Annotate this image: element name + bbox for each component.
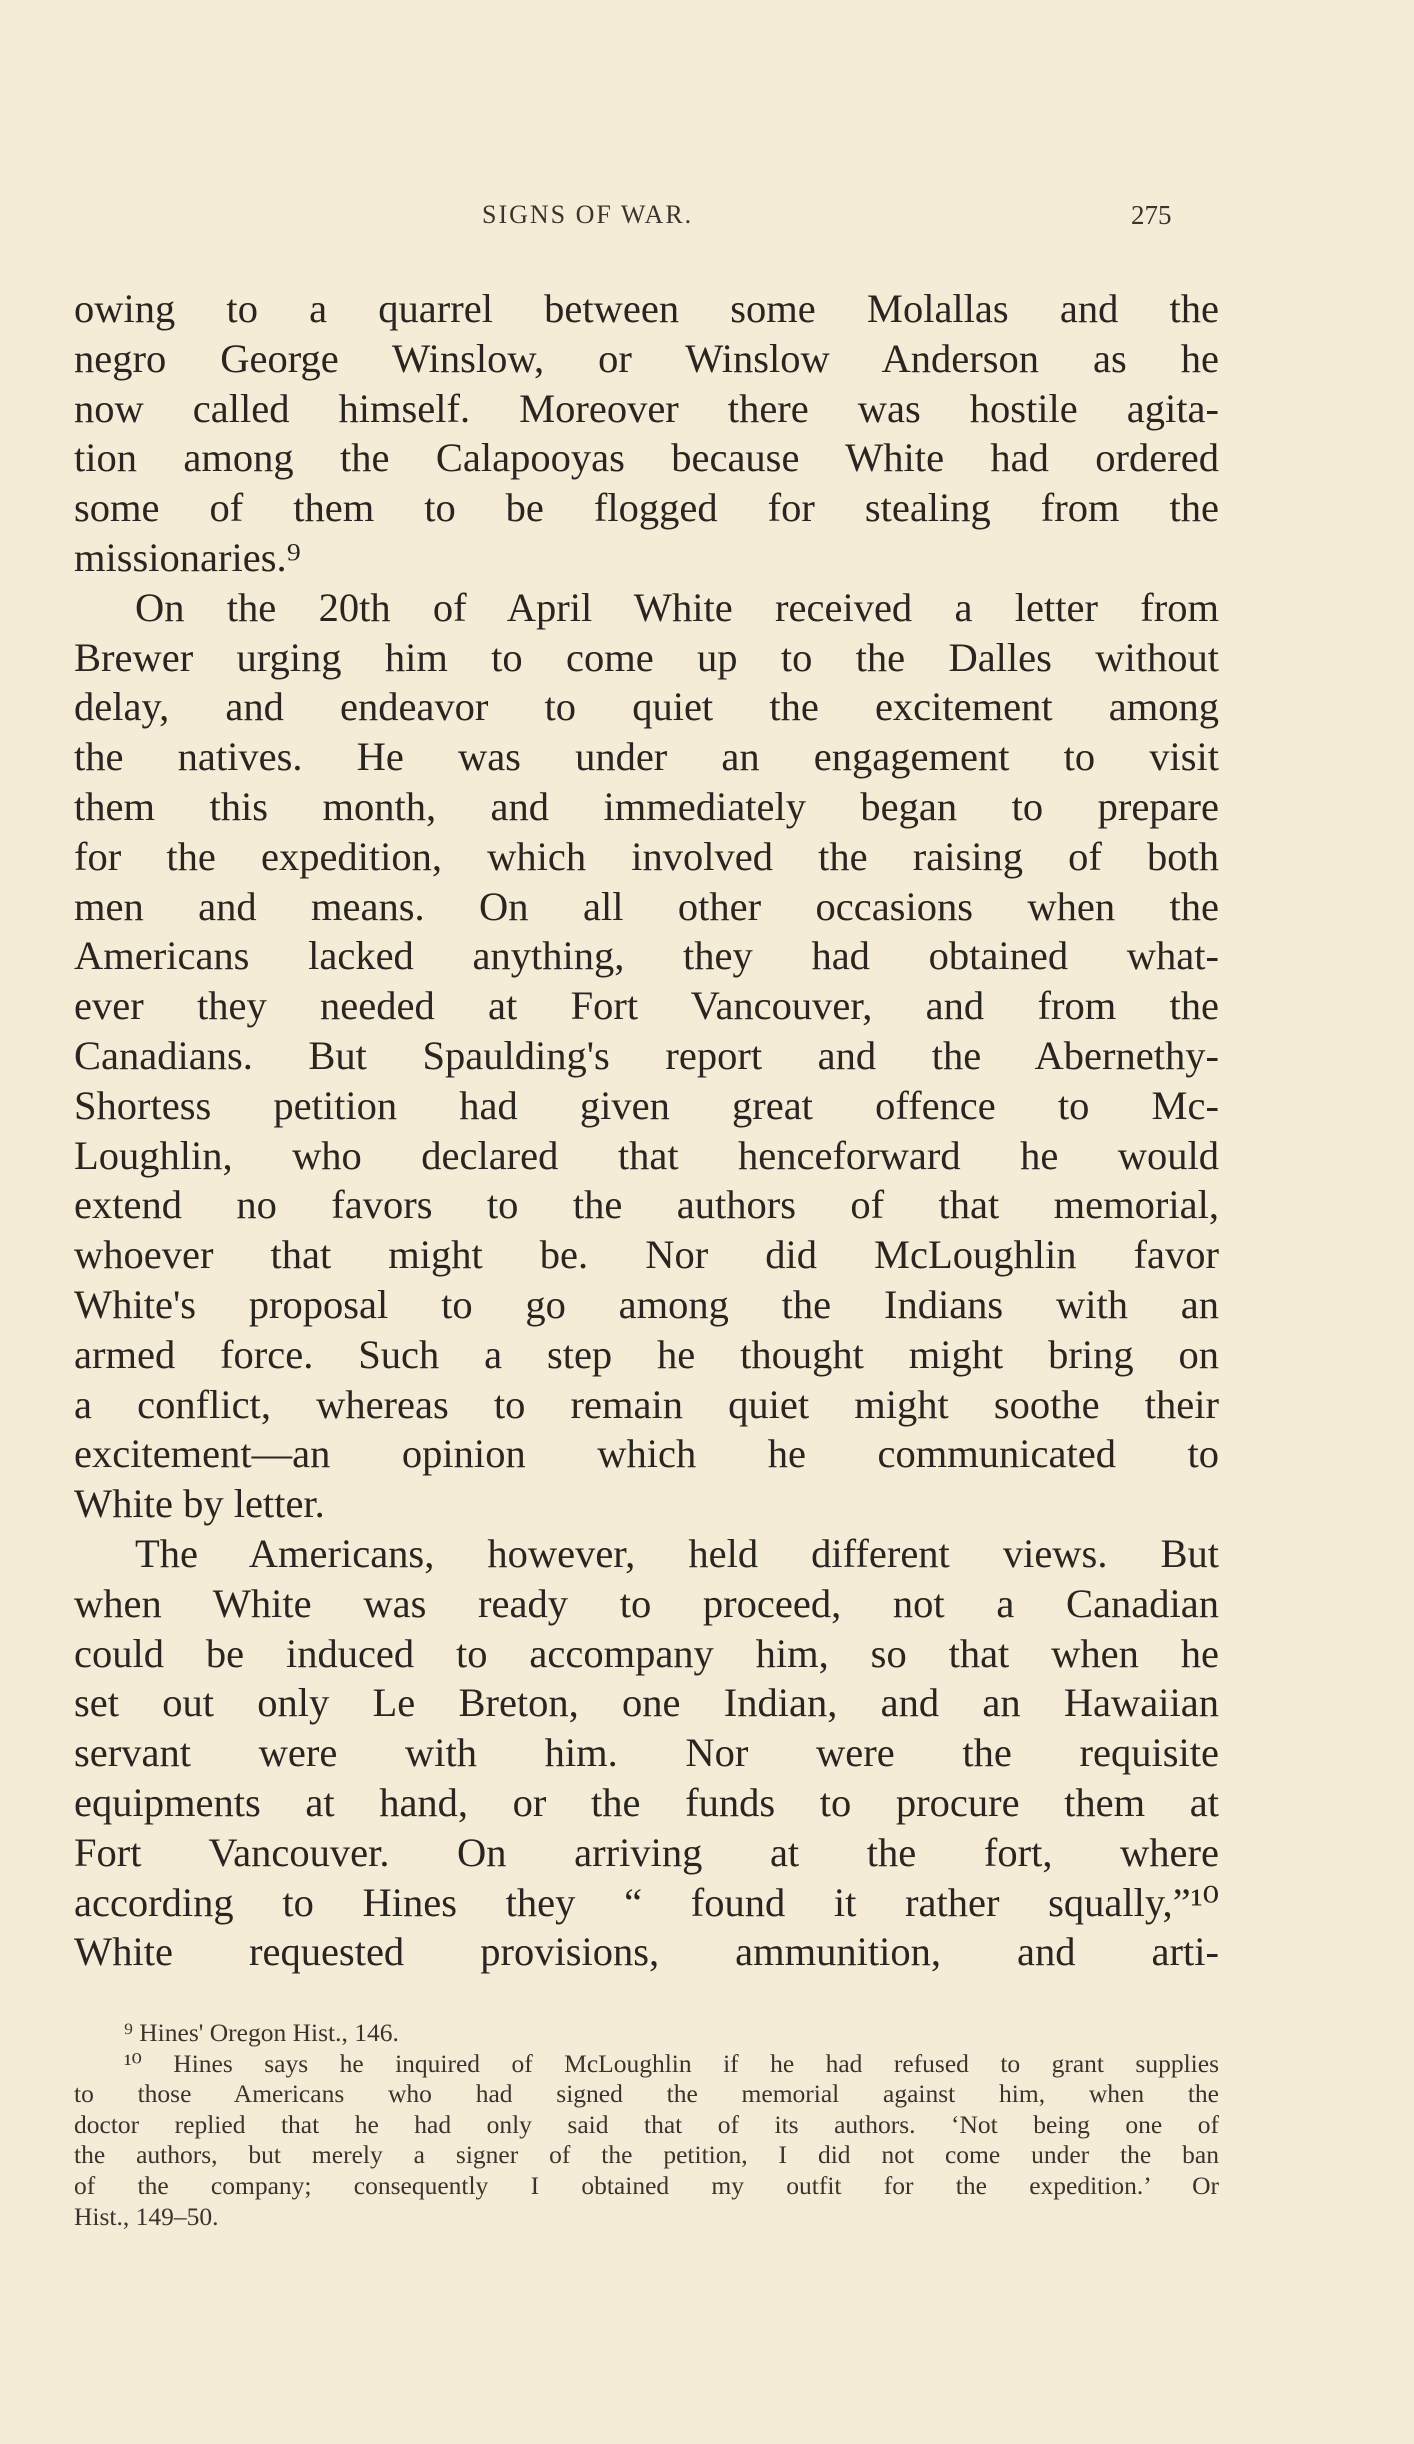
body-line: tion among the Calapooyas because White had ordered: [74, 435, 1219, 481]
body-line: missionaries.⁹: [74, 534, 301, 580]
page-number: 275: [1131, 200, 1172, 230]
body-line: a conflict, whereas to remain quiet might soothe their: [74, 1381, 1219, 1427]
body-line: according to Hines they “ found it rather squally,”¹⁰: [74, 1879, 1219, 1925]
footnote-line: doctor replied that he had only said that of its authors. ‘Not being one of: [74, 2109, 1219, 2139]
body-line: Americans lacked anything, they had obtained what-: [74, 933, 1219, 979]
body-text: [74, 284, 1219, 1977]
body-line: extend no favors to the authors of that memorial,: [74, 1182, 1219, 1228]
body-line: some of them to be flogged for stealing from the: [74, 485, 1219, 531]
body-line: them this month, and immediately began to prepare: [74, 783, 1219, 829]
page-header: [0, 200, 1414, 240]
body-line: now called himself. Moreover there was hostile agita-: [74, 385, 1219, 431]
body-line: White requested provisions, ammunition, and arti-: [74, 1929, 1219, 1975]
body-line: Canadians. But Spaulding's report and the Abernethy-: [74, 1032, 1219, 1078]
footnote-line: ⁹ Hines' Oregon Hist., 146.: [124, 2018, 399, 2047]
body-line: armed force. Such a step he thought might bring on: [74, 1331, 1219, 1377]
body-line: negro George Winslow, or Winslow Anderson as he: [74, 335, 1219, 381]
footnote-line: the authors, but merely a signer of the petition, I did not come under the ban: [74, 2140, 1219, 2170]
footnote-line: to those Americans who had signed the memorial against him, when the: [74, 2079, 1219, 2109]
body-line: ever they needed at Fort Vancouver, and from the: [74, 983, 1219, 1029]
running-title: SIGNS OF WAR.: [482, 200, 694, 229]
body-line: owing to a quarrel between some Molallas and the: [74, 286, 1219, 331]
body-line: when White was ready to proceed, not a Canadian: [74, 1580, 1219, 1626]
body-line: Loughlin, who declared that henceforward he would: [74, 1132, 1219, 1178]
body-line: men and means. On all other occasions when the: [74, 883, 1219, 929]
body-line: delay, and endeavor to quiet the excitement among: [74, 684, 1219, 730]
body-line: White by letter.: [74, 1481, 325, 1527]
footnotes: [74, 2018, 1219, 2232]
footnote-line: Hist., 149–50.: [74, 2201, 219, 2231]
body-line: Fort Vancouver. On arriving at the fort, where: [74, 1829, 1219, 1875]
body-line: White's proposal to go among the Indians with an: [74, 1281, 1219, 1327]
body-line: Shortess petition had given great offence to Mc-: [74, 1082, 1219, 1128]
body-line: equipments at hand, or the funds to procure them at: [74, 1779, 1219, 1825]
footnote-line: of the company; consequently I obtained my outfit for the expedition.’ Or: [74, 2170, 1219, 2200]
body-line: On the 20th of April White received a letter from: [135, 584, 1219, 630]
body-line: whoever that might be. Nor did McLoughlin favor: [74, 1232, 1219, 1278]
body-line: excitement—an opinion which he communicated to: [74, 1431, 1219, 1477]
body-line: for the expedition, which involved the raising of both: [74, 833, 1219, 879]
body-line: the natives. He was under an engagement to visit: [74, 734, 1219, 780]
body-line: The Americans, however, held different views. But: [135, 1530, 1219, 1576]
body-line: set out only Le Breton, one Indian, and an Hawaiian: [74, 1680, 1219, 1726]
body-line: could be induced to accompany him, so that when he: [74, 1630, 1219, 1676]
body-line: Brewer urging him to come up to the Dalles without: [74, 634, 1219, 680]
body-line: servant were with him. Nor were the requisite: [74, 1730, 1219, 1776]
footnote-line: ¹⁰ Hines says he inquired of McLoughlin if he had refused to grant supplies: [124, 2048, 1219, 2078]
